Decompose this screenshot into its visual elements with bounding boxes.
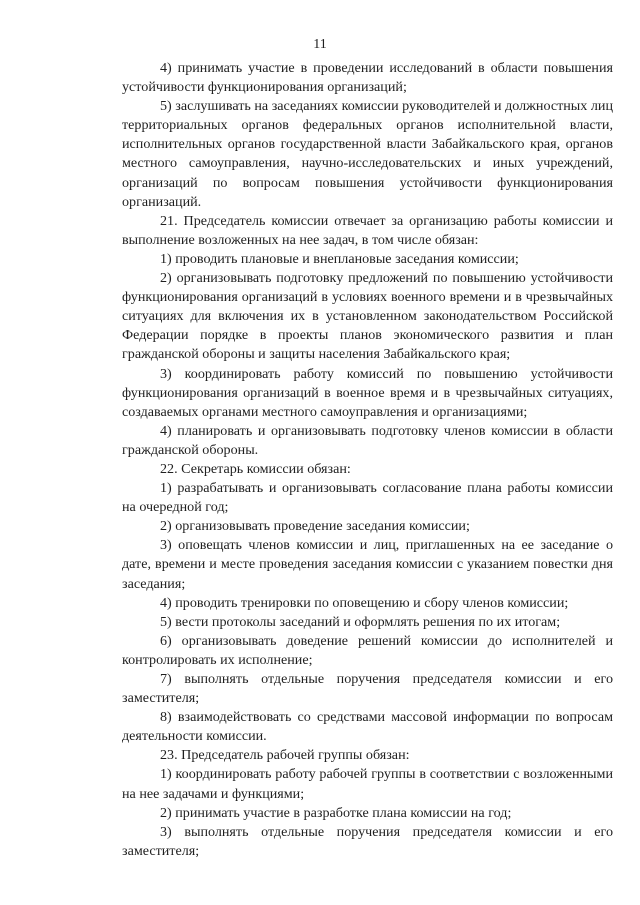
paragraph: 2) организовывать подготовку предложений по повышению устойчивости функционирования организаций в условиях военного времени и в чрезвычайных ситуациях для включения их в установленном законодательством Российской Федерации порядке в проекты планов экономического развития и план гражданской обороны и защиты населения Забайкальского края; bbox=[122, 270, 613, 363]
paragraph: 23. Председатель рабочей группы обязан: bbox=[160, 747, 410, 764]
paragraph: 4) принимать участие в проведении исследований в области повышения устойчивости функционирования организаций; bbox=[122, 60, 613, 96]
paragraph: 3) оповещать членов комиссии и лиц, приглашенных на ее заседание о дате, времени и месте проведения заседания комиссии с указанием повестки дня заседания; bbox=[122, 537, 613, 592]
paragraph: 5) заслушивать на заседаниях комиссии руководителей и должностных лиц территориальных органов федеральных органов исполнительной власти, исполнительных органов государственной власти Забайкальского края, органов местного самоуправления, научно-исследовательских и иных учреждений, организаций по вопросам повышения устойчивости функционирования организаций. bbox=[122, 98, 613, 210]
paragraph: 1) разрабатывать и организовывать согласование плана работы комиссии на очередной год; bbox=[122, 480, 613, 516]
page-number: 11 bbox=[313, 37, 327, 52]
paragraph: 22. Секретарь комиссии обязан: bbox=[160, 460, 351, 477]
document-body bbox=[122, 59, 613, 861]
paragraph: 3) выполнять отдельные поручения председателя комиссии и его заместителя; bbox=[122, 823, 613, 859]
paragraph: 2) организовывать проведение заседания комиссии; bbox=[160, 518, 470, 535]
paragraph: 6) организовывать доведение решений комиссии до исполнителей и контролировать их исполнение; bbox=[122, 632, 613, 668]
paragraph: 5) вести протоколы заседаний и оформлять решения по их итогам; bbox=[160, 613, 561, 630]
paragraph: 2) принимать участие в разработке плана комиссии на год; bbox=[160, 804, 512, 821]
paragraph: 21. Председатель комиссии отвечает за организацию работы комиссии и выполнение возложенных на нее задач, в том числе обязан: bbox=[122, 212, 613, 248]
paragraph: 1) проводить плановые и внеплановые заседания комиссии; bbox=[160, 250, 519, 267]
paragraph: 7) выполнять отдельные поручения председателя комиссии и его заместителя; bbox=[122, 671, 613, 707]
paragraph: 4) планировать и организовывать подготовку членов комиссии в области гражданской обороны. bbox=[122, 422, 613, 458]
paragraph: 8) взаимодействовать со средствами массовой информации по вопросам деятельности комиссии. bbox=[122, 709, 613, 745]
paragraph: 4) проводить тренировки по оповещению и сбору членов комиссии; bbox=[160, 594, 569, 611]
paragraph: 3) координировать работу комиссий по повышению устойчивости функционирования организаций в военное время и в чрезвычайных ситуациях, создаваемых органами местного самоуправления и организациями; bbox=[122, 365, 613, 420]
paragraph: 1) координировать работу рабочей группы в соответствии с возложенными на нее задачами и функциями; bbox=[122, 766, 613, 802]
